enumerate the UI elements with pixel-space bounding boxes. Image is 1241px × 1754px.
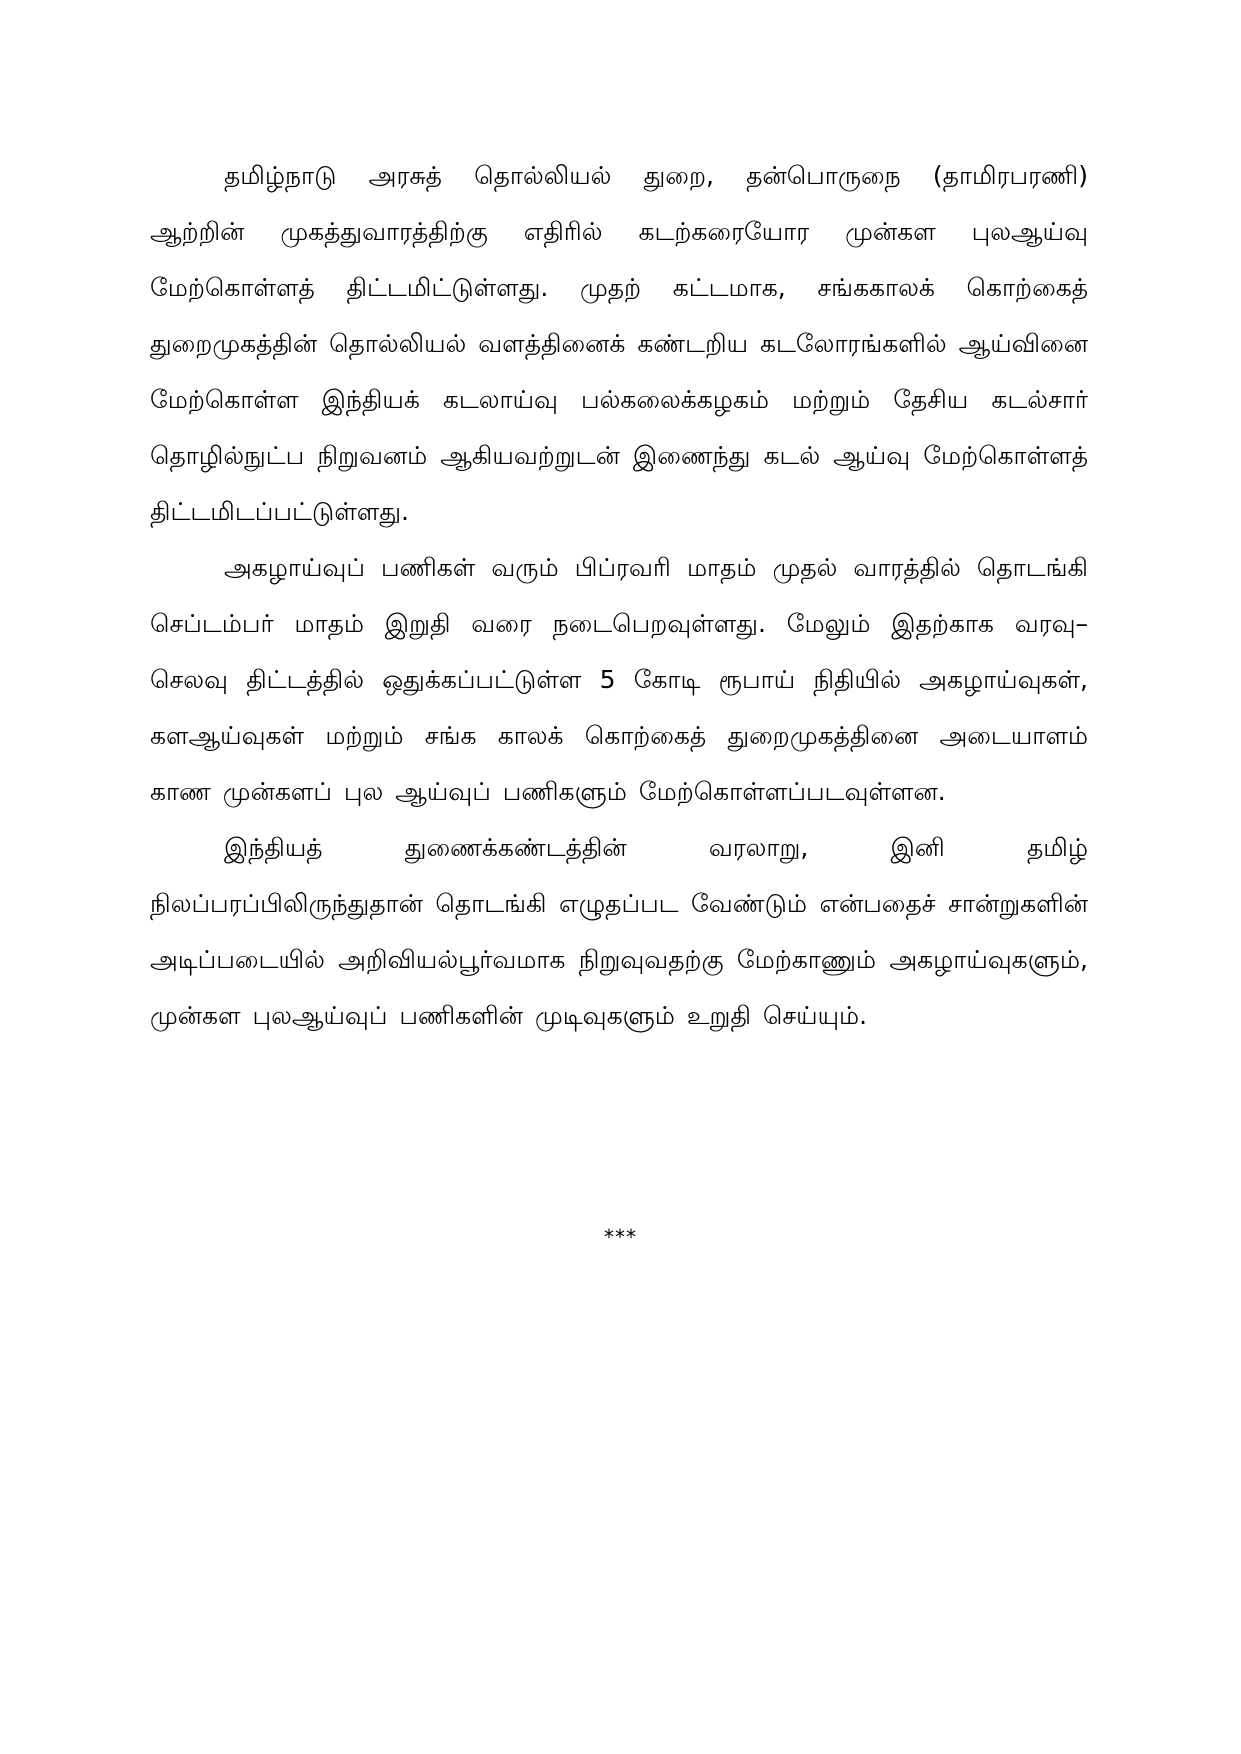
end-mark: *** [604, 1225, 637, 1249]
paragraph-schedule-funding: அகழாய்வுப் பணிகள் வரும் பிப்ரவரி மாதம் முதல் வாரத்தில் தொடங்கி செப்டம்பர் மாதம் இறுதி வரை நடைபெறவுள்ளது. மேலும் இதற்காக வரவு–செலவு திட்டத்தில் ஒதுக்கப்பட்டுள்ள 5 கோடி ரூபாய் நிதியில் அகழாய்வுகள், களஆய்வுகள் மற்றும் சங்க காலக் கொற்கைத் துறைமுகத்தினை அடையாளம் காண முன்களப் புல ஆய்வுப் பணிகளும் மேற்கொள்ளப்படவுள்ளன. [150, 553, 1088, 806]
document-body [150, 148, 1088, 1044]
paragraph-excavation-plan: தமிழ்நாடு அரசுத் தொல்லியல் துறை, தன்பொருநை (தாமிரபரணி) ஆற்றின் முகத்துவாரத்திற்கு எதிரில் கடற்கரையோர முன்கள புலஆய்வு மேற்கொள்ளத் திட்டமிட்டுள்ளது. முதற் கட்டமாக, சங்ககாலக் கொற்கைத் துறைமுகத்தின் தொல்லியல் வளத்தினைக் கண்டறிய கடலோரங்களில் ஆய்வினை மேற்கொள்ள இந்தியக் கடலாய்வு பல்கலைக்கழகம் மற்றும் தேசிய கடல்சார் தொழில்நுட்ப நிறுவனம் ஆகியவற்றுடன் இணைந்து கடல் ஆய்வு மேற்கொள்ளத் திட்டமிடப்பட்டுள்ளது. [150, 161, 1088, 526]
paragraph-significance: இந்தியத் துணைக்கண்டத்தின் வரலாறு, இனி தமிழ் நிலப்பரப்பிலிருந்துதான் தொடங்கி எழுதப்பட வேண்டும் என்பதைச் சான்றுகளின் அடிப்படையில் அறிவியல்பூர்வமாக நிறுவுவதற்கு மேற்காணும் அகழாய்வுகளும், முன்கள புலஆய்வுப் பணிகளின் முடிவுகளும் உறுதி செய்யும். [150, 833, 1088, 1030]
